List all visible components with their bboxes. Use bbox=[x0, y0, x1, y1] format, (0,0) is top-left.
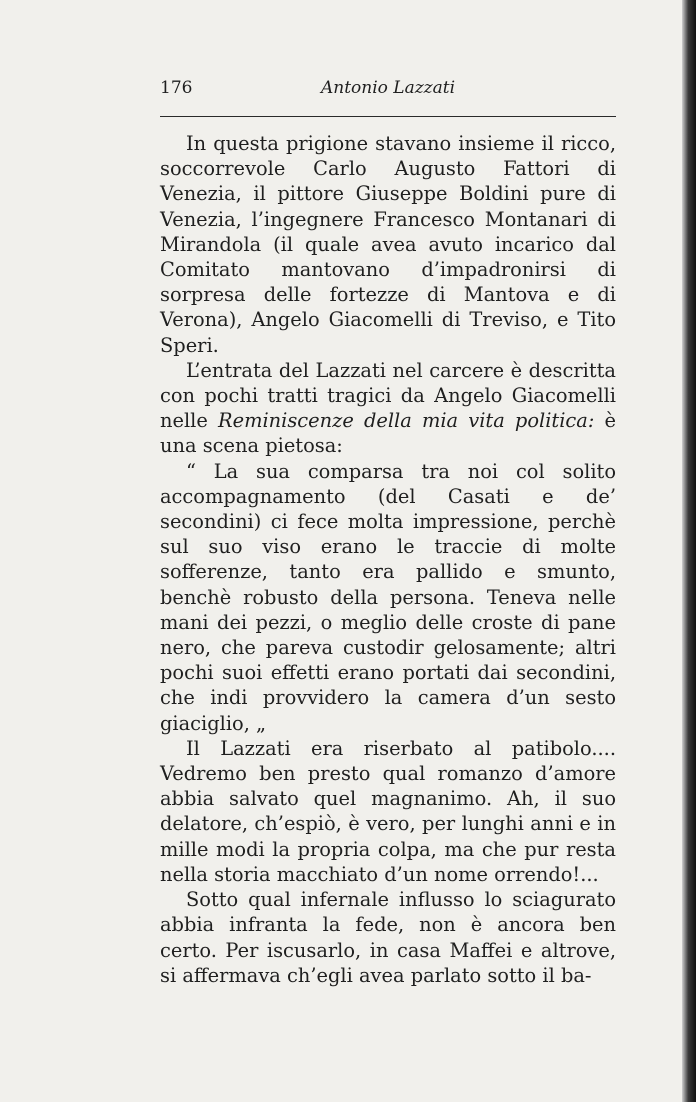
page-header bbox=[160, 78, 616, 108]
body-text bbox=[160, 131, 616, 988]
running-title: Antonio Lazzati bbox=[320, 78, 456, 98]
paragraph-entrance-lead: L’entrata del Lazzati nel carcere è descritta con pochi tratti tragici da Angelo Giacomelli nelle bbox=[160, 358, 616, 433]
page-number: 176 bbox=[160, 78, 193, 98]
paragraph-gallows: Il Lazzati era riserbato al patibolo.... Vedremo ben presto qual romanzo d’amore abbia salvato quel magnanimo. Ah, il suo delatore, ch’espiò, è vero, per lunghi anni e in mille modi la propria colpa, ma che pur resta nella storia macchiato d’un nome orrendo!... bbox=[160, 736, 616, 886]
book-title-reminiscenze: Reminiscenze della mia vita politica: bbox=[218, 409, 595, 433]
paragraph-entrance-tail: è una scena pietosa: bbox=[160, 409, 617, 458]
paragraph-prison: In questa prigione stavano insieme il ricco, soccorrevole Carlo Augusto Fattori di Venezia, il pittore Giuseppe Boldini pure di Venezia, l’ingegnere Francesco Montanari di Mirandola (il quale avea avuto incarico dal Comitato mantovano d’impadronirsi di sorpresa delle fortezze di Mantova e di Verona), Angelo Giacomelli di Treviso, e Tito Speri. bbox=[160, 132, 616, 357]
quotation-block: “ La sua comparsa tra noi col solito accompagnamento (del Casati e de’ secondini) ci fece molta impressione, perchè sul suo viso erano le traccie di molte sofferenze, tanto era pallido e smunto, benchè robusto della persona. Teneva nelle mani dei pezzi, o meglio delle croste di pane nero, che pareva custodir gelosamente; altri pochi suoi effetti erano portati dai secondini, che indi provvidero la camera d’un sesto giaciglio, „ bbox=[160, 459, 616, 735]
book-spine-shadow bbox=[682, 0, 696, 1102]
paragraph-betrayal: Sotto qual infernale influsso lo sciagurato abbia infranta la fede, non è ancora ben certo. Per iscusarlo, in casa Maffei e altrove, si affermava ch’egli avea parlato sotto il ba- bbox=[160, 888, 616, 987]
book-page bbox=[160, 78, 616, 988]
header-rule bbox=[160, 116, 616, 117]
paragraph-entrance bbox=[160, 358, 616, 459]
